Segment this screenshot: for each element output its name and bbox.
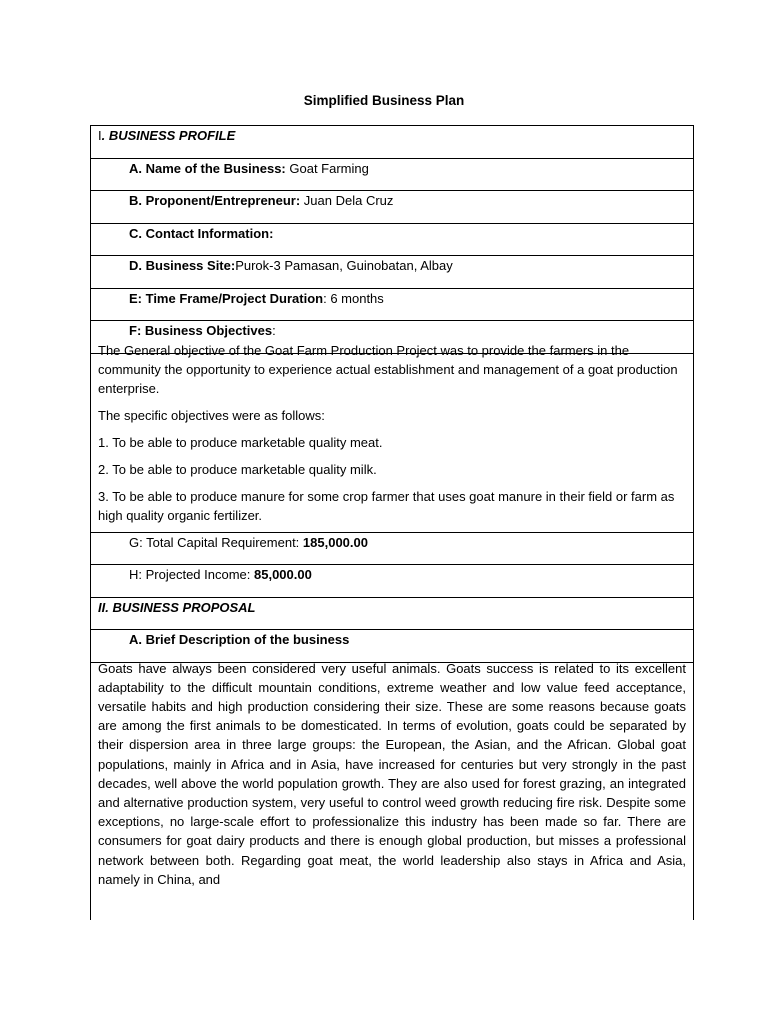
field-value: Purok-3 Pamasan, Guinobatan, Albay bbox=[235, 258, 453, 273]
row-business-site bbox=[91, 256, 693, 289]
objective-item: 3. To be able to produce manure for some crop farmer that uses goat manure in their field or farm as high quality organic fertilizer. bbox=[98, 488, 675, 523]
field-label: E: Time Frame/Project Duration bbox=[129, 290, 324, 306]
field-label: B. Proponent/Entrepreneur: bbox=[129, 193, 301, 208]
specific-objectives-intro: The specific objectives were as follows: bbox=[98, 407, 325, 423]
section-number: I bbox=[98, 128, 102, 143]
objective-item: 1. To be able to produce marketable quality meat. bbox=[98, 434, 383, 450]
section-business-proposal bbox=[91, 598, 693, 631]
objectives-block bbox=[91, 341, 693, 533]
page-title: Simplified Business Plan bbox=[303, 93, 465, 108]
general-objective: The General objective of the Goat Farm Production Project was to provide the farmers in the community the opportunity to experience actual establishment and management of a goat production enterprise. bbox=[98, 342, 678, 396]
field-label: A. Brief Description of the business bbox=[129, 632, 350, 647]
field-value: Goat Farming bbox=[285, 160, 369, 176]
section-heading: . BUSINESS PROFILE bbox=[101, 128, 236, 143]
field-value: : 6 months bbox=[323, 290, 384, 306]
section-heading: II. BUSINESS PROPOSAL bbox=[98, 599, 256, 615]
field-value: 185,000.00 bbox=[302, 534, 368, 550]
field-label: C. Contact Information: bbox=[129, 225, 274, 241]
field-label: H: Projected Income: bbox=[129, 567, 254, 582]
field-colon: : bbox=[272, 323, 276, 338]
row-time-frame bbox=[91, 289, 693, 322]
row-contact bbox=[91, 224, 693, 257]
field-label: A. Name of the Business: bbox=[129, 160, 286, 176]
row-income bbox=[91, 565, 693, 598]
field-value: 85,000.00 bbox=[254, 567, 312, 582]
field-label: F: Business Objectives bbox=[129, 323, 273, 338]
field-label: D. Business Site: bbox=[129, 258, 236, 273]
row-business-name bbox=[91, 159, 693, 192]
business-plan-table bbox=[90, 125, 694, 920]
field-value: Juan Dela Cruz bbox=[300, 193, 394, 208]
business-description: Goats have always been considered very useful animals. Goats success is related to its excellent adaptability to the difficult mountain conditions, extreme weather and low value feed acceptance, versatile habits and high production considering their size. These are some reasons because goats are among the first animals to be domesticated. In terms of evolution, goats could be separated by their dispersion area in three large groups: the European, the Asian, and the African. Global goat populations, mainly in Africa and in Asia, have increased for centuries but very strongly in the past decades, well above the world population growth. They are also used for forest grazing, an integrated and alternative production system, very useful to control weed growth reducing fire risk. Despite some exceptions, no large-scale effort to professionalize this industry has been made so far. There are consumers for goat dairy products and there is enough global production, but misses a professional network between both. Regarding goat meat, the world leadership also stays in Africa and Asia, namely in China, and bbox=[98, 660, 686, 887]
row-proponent bbox=[91, 191, 693, 224]
objective-item: 2. To be able to produce marketable quality milk. bbox=[98, 461, 377, 477]
description-block bbox=[91, 659, 693, 889]
section-business-profile bbox=[91, 126, 693, 159]
row-capital bbox=[91, 533, 693, 566]
field-label: G: Total Capital Requirement: bbox=[129, 534, 303, 550]
